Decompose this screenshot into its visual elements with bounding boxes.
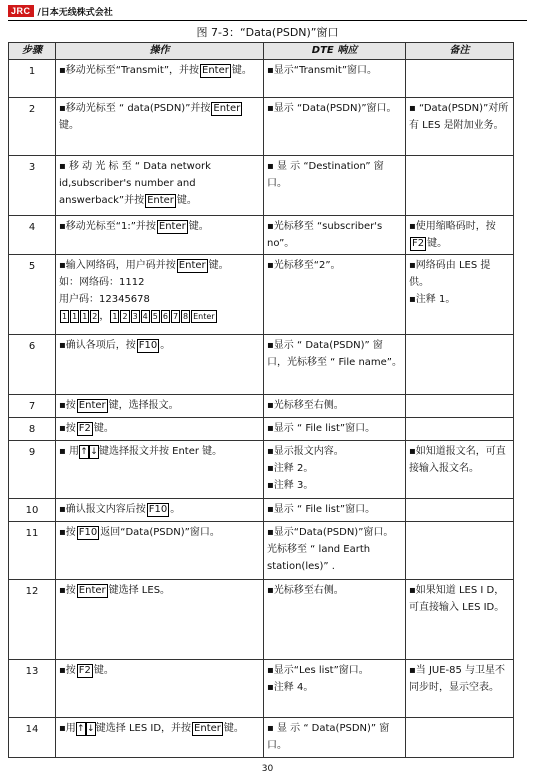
dte-text: ▪显示 “ Data(PSDN)” 窗口，光标移至 “ File name”。: [267, 340, 402, 368]
table-row: [9, 718, 514, 758]
operation-text: ▪按: [59, 400, 76, 411]
operation-text: 键，选择报文。: [108, 400, 179, 411]
operation-cell: [56, 580, 264, 660]
operation-cell: [56, 718, 264, 758]
dte-text: ▪显示报文内容。: [267, 446, 344, 457]
remarks-text: ▪ “Data(PSDN)”对所有 LES 是附加业务。: [409, 103, 509, 131]
table-row: [9, 522, 514, 580]
enter-key: Enter: [178, 260, 206, 271]
table-row: [9, 441, 514, 499]
operation-cell: [56, 395, 264, 418]
operation-text: ▪确认报文内容后按: [59, 504, 146, 515]
dte-cell: [264, 156, 406, 216]
operation-text: 返回“Data(PSDN)”窗口。: [100, 527, 220, 538]
remarks-cell: [406, 718, 514, 758]
operation-cell: [56, 441, 264, 499]
digit-key: 1: [62, 312, 68, 321]
dte-text: ▪光标移至“2”。: [267, 260, 341, 271]
operation-cell: [56, 335, 264, 395]
arrow-up-key-icon: ↑: [77, 724, 85, 734]
dte-text: ▪光标移至 “subscriber's no”。: [267, 221, 383, 249]
page-header: [8, 3, 113, 19]
operation-text: 键。: [59, 120, 79, 131]
remarks-text: ▪如知道报文名，可直接输入报文名。: [409, 446, 506, 474]
operation-text: 键选择 LES。: [108, 585, 171, 596]
table-header-row: [9, 43, 514, 60]
digit-key: 6: [162, 312, 168, 321]
dte-cell: [264, 98, 406, 156]
dte-text: ▪显示“Data(PSDN)”窗口。光标移至 “ land Earth station(les)” .: [267, 527, 394, 572]
remarks-cell: [406, 418, 514, 441]
table-row: [9, 499, 514, 522]
operation-text: ▪移动光标至“Transmit”，并按: [59, 65, 200, 76]
step-number: 6: [9, 335, 56, 395]
digit-key: 8: [183, 312, 189, 321]
operation-text: 键。: [176, 195, 197, 206]
enter-key: Enter: [193, 312, 215, 321]
step-number: 8: [9, 418, 56, 441]
remarks-cell: [406, 660, 514, 718]
operation-text: 。: [160, 340, 171, 351]
dte-cell: [264, 395, 406, 418]
page-number: 30: [261, 764, 274, 774]
operation-text: 键。: [231, 65, 252, 76]
operation-text: 。: [170, 504, 181, 515]
operation-text: 键。: [93, 423, 114, 434]
f2-key: F2: [412, 238, 425, 249]
figure-caption: 图 7-3：“Data(PSDN)”窗口: [196, 26, 339, 39]
header-rule: [8, 20, 527, 21]
remarks-text: 键。: [427, 238, 448, 249]
digit-key: 5: [152, 312, 158, 321]
arrow-down-key-icon: ↓: [90, 447, 98, 457]
dte-text: ▪显示 “Data(PSDN)”窗口。: [267, 103, 397, 114]
table-row: [9, 255, 514, 335]
dte-text: ▪注释 3。: [267, 480, 314, 491]
jrc-logo: JRC: [8, 5, 34, 17]
step-number: 10: [9, 499, 56, 522]
remarks-text: ▪当 JUE-85 与卫星不同步时，显示空表。: [409, 665, 506, 693]
enter-key: Enter: [78, 585, 106, 596]
step-number: 13: [9, 660, 56, 718]
f2-key: F2: [78, 423, 91, 434]
remarks-cell: [406, 216, 514, 255]
step-number: 1: [9, 60, 56, 98]
separator: ，: [99, 311, 110, 322]
arrow-up-key-icon: ↑: [80, 447, 88, 457]
step-number: 2: [9, 98, 56, 156]
operation-text: ▪ 用: [59, 446, 79, 457]
dte-cell: [264, 522, 406, 580]
digit-key: 1: [72, 312, 78, 321]
dte-text: ▪显示“Transmit”窗口。: [267, 65, 378, 76]
table-row: [9, 98, 514, 156]
dte-text: ▪注释 2。: [267, 463, 314, 474]
table-row: [9, 580, 514, 660]
step-number: 11: [9, 522, 56, 580]
table-row: [9, 660, 514, 718]
operation-cell: [56, 98, 264, 156]
remarks-cell: [406, 98, 514, 156]
step-number: 7: [9, 395, 56, 418]
step-number: 4: [9, 216, 56, 255]
remarks-cell: [406, 255, 514, 335]
remarks-cell: [406, 395, 514, 418]
dte-cell: [264, 255, 406, 335]
remarks-cell: [406, 60, 514, 98]
dte-cell: [264, 216, 406, 255]
example-user-code: 用户码：12345678: [59, 294, 150, 305]
operation-text: ▪按: [59, 585, 76, 596]
remarks-cell: [406, 335, 514, 395]
dte-text: ▪ 显 示 “Destination” 窗口。: [267, 161, 384, 189]
table-row: [9, 60, 514, 98]
example-network-code: 如：网络码：1112: [59, 277, 145, 288]
company-name: /日本无线株式会社: [37, 7, 113, 18]
operation-text: 键。: [208, 260, 229, 271]
enter-key: Enter: [202, 65, 229, 76]
dte-text: ▪显示 “ File list”窗口。: [267, 504, 376, 515]
f2-key: F2: [78, 665, 91, 676]
dte-cell: [264, 418, 406, 441]
col-header-step: 步骤: [9, 43, 56, 60]
dte-cell: [264, 499, 406, 522]
digit-key: 7: [172, 312, 179, 321]
dte-text: ▪光标移至右侧。: [267, 400, 344, 411]
remarks-cell: [406, 499, 514, 522]
dte-text: ▪光标移至右侧。: [267, 585, 344, 596]
operation-text: ▪移动光标至“1:”并按: [59, 221, 156, 232]
digit-key: 1: [112, 312, 118, 321]
operation-cell: [56, 660, 264, 718]
digit-key: 4: [142, 312, 148, 321]
dte-text: ▪注释 4。: [267, 682, 314, 693]
arrow-down-key-icon: ↓: [87, 724, 95, 734]
operation-text: ▪移动光标至 “ data(PSDN)”并按: [59, 103, 211, 114]
operation-cell: [56, 156, 264, 216]
operation-text: 键。: [223, 723, 244, 734]
operation-cell: [56, 216, 264, 255]
remarks-text: ▪使用缩略码时，按: [409, 221, 496, 232]
col-header-operation: 操作: [56, 43, 264, 60]
operation-text: 键选择 LES ID，并按: [95, 723, 192, 734]
dte-cell: [264, 580, 406, 660]
operation-text: ▪按: [59, 527, 76, 538]
col-header-remarks: 备注: [406, 43, 514, 60]
step-number: 5: [9, 255, 56, 335]
dte-cell: [264, 660, 406, 718]
operation-cell: [56, 522, 264, 580]
operation-text: ▪ 移 动 光 标 至 “ Data network id,subscriber's number and answerback”并按: [59, 161, 211, 206]
enter-key: Enter: [78, 400, 106, 411]
operation-text: ▪输入网络码，用户码并按: [59, 260, 176, 271]
key-sequence: [59, 311, 217, 322]
step-number: 14: [9, 718, 56, 758]
enter-key: Enter: [194, 723, 221, 734]
table-row: [9, 418, 514, 441]
table-row: [9, 216, 514, 255]
f10-key: F10: [148, 504, 168, 515]
col-header-dte-response: DTE 响应: [264, 43, 406, 60]
operation-cell: [56, 499, 264, 522]
f10-key: F10: [78, 527, 98, 538]
dte-text: ▪显示“Les list”窗口。: [267, 665, 369, 676]
operation-text: 键。: [93, 665, 114, 676]
dte-cell: [264, 60, 406, 98]
remarks-text: ▪注释 1。: [409, 294, 456, 305]
remarks-text: ▪网络码由 LES 提供。: [409, 260, 491, 288]
remarks-cell: [406, 156, 514, 216]
enter-key: Enter: [158, 221, 186, 232]
operation-text: ▪按: [59, 423, 76, 434]
operation-cell: [56, 418, 264, 441]
enter-key: Enter: [147, 195, 174, 206]
remarks-cell: [406, 580, 514, 660]
digit-key: 3: [132, 312, 138, 321]
operation-cell: [56, 255, 264, 335]
operation-text: 键。: [188, 221, 209, 232]
procedure-table: [8, 42, 514, 758]
step-number: 12: [9, 580, 56, 660]
table-row: [9, 156, 514, 216]
operation-cell: [56, 60, 264, 98]
dte-cell: [264, 718, 406, 758]
dte-text: ▪ 显 示 “ Data(PSDN)” 窗口。: [267, 723, 390, 751]
enter-key: Enter: [213, 103, 241, 114]
step-number: 9: [9, 441, 56, 499]
remarks-text: ▪如果知道 LES I D，可直接输入 LES ID。: [409, 585, 505, 613]
digit-key: 2: [122, 312, 128, 321]
f10-key: F10: [138, 340, 158, 351]
operation-text: ▪按: [59, 665, 76, 676]
digit-key: 2: [92, 312, 98, 321]
step-number: 3: [9, 156, 56, 216]
dte-text: ▪显示 “ File list”窗口。: [267, 423, 376, 434]
operation-text: ▪用: [59, 723, 76, 734]
table-row: [9, 395, 514, 418]
operation-text: ▪确认各项后，按: [59, 340, 136, 351]
table-row: [9, 335, 514, 395]
operation-text: 键选择报文并按 Enter 键。: [98, 446, 223, 457]
dte-cell: [264, 441, 406, 499]
remarks-cell: [406, 441, 514, 499]
remarks-cell: [406, 522, 514, 580]
digit-key: 1: [82, 312, 88, 321]
dte-cell: [264, 335, 406, 395]
